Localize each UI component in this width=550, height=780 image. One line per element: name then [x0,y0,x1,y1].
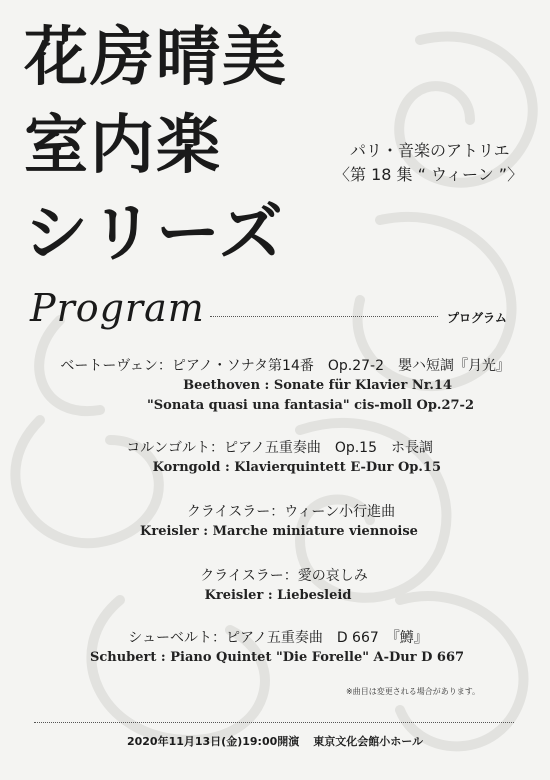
piece-title-jp: コルンゴルト：ピアノ五重奏曲 Op.15 ホ長調 [126,440,433,456]
piece-title-en: Kreisler : Marche miniature viennoise [140,524,418,539]
piece-title-jp: シューベルト：ピアノ五重奏曲 D 667 『鱒』 [128,630,428,646]
program-item-beethoven [0,356,550,416]
subtitle-line-1: パリ・音楽のアトリエ [350,141,510,160]
program-item-kreisler-liebesleid [0,566,550,606]
footer-dotted-rule [34,722,514,723]
piece-title-en: Kreisler : Liebesleid [204,588,352,603]
program-item-kreisler-march [0,502,550,542]
title-line-2: 室内楽 [24,109,222,183]
program-heading-kana: プログラム [447,311,507,325]
concert-venue: 東京文化会館小ホール [313,735,424,748]
piece-title-jp: クライスラー：愛の哀しみ [200,568,368,584]
piece-title-en: Schubert : Piano Quintet "Die Forelle" A-Dur D 667 [89,650,465,665]
program-heading: Program [30,286,205,330]
piece-title-en: Korngold : Klavierquintett E-Dur Op.15 [152,460,441,475]
program-item-schubert [0,628,550,668]
program-dotted-rule [210,316,438,317]
program-change-note: ※曲目は変更される場合があります。 [346,687,481,696]
concert-datetime: 2020年11月13日(金)19:00開演 [126,735,300,748]
title-line-3: シリーズ [24,197,285,271]
title-line-1: 花房晴美 [24,21,288,95]
piece-title-jp: クライスラー：ウィーン小行進曲 [186,504,396,520]
piece-title-en-line-2: "Sonata quasi una fantasia" cis-moll Op.27-2 [146,398,474,413]
piece-title-jp: ベートーヴェン：ピアノ・ソナタ第14番 Op.27-2 嬰ハ短調『月光』 [60,358,510,374]
program-item-korngold [0,438,550,478]
subtitle-line-2: 〈第 18 集 “ ウィーン ”〉 [334,165,524,184]
concert-info-footer [0,733,550,749]
piece-title-en: Beethoven : Sonate für Klavier Nr.14 [183,378,452,393]
